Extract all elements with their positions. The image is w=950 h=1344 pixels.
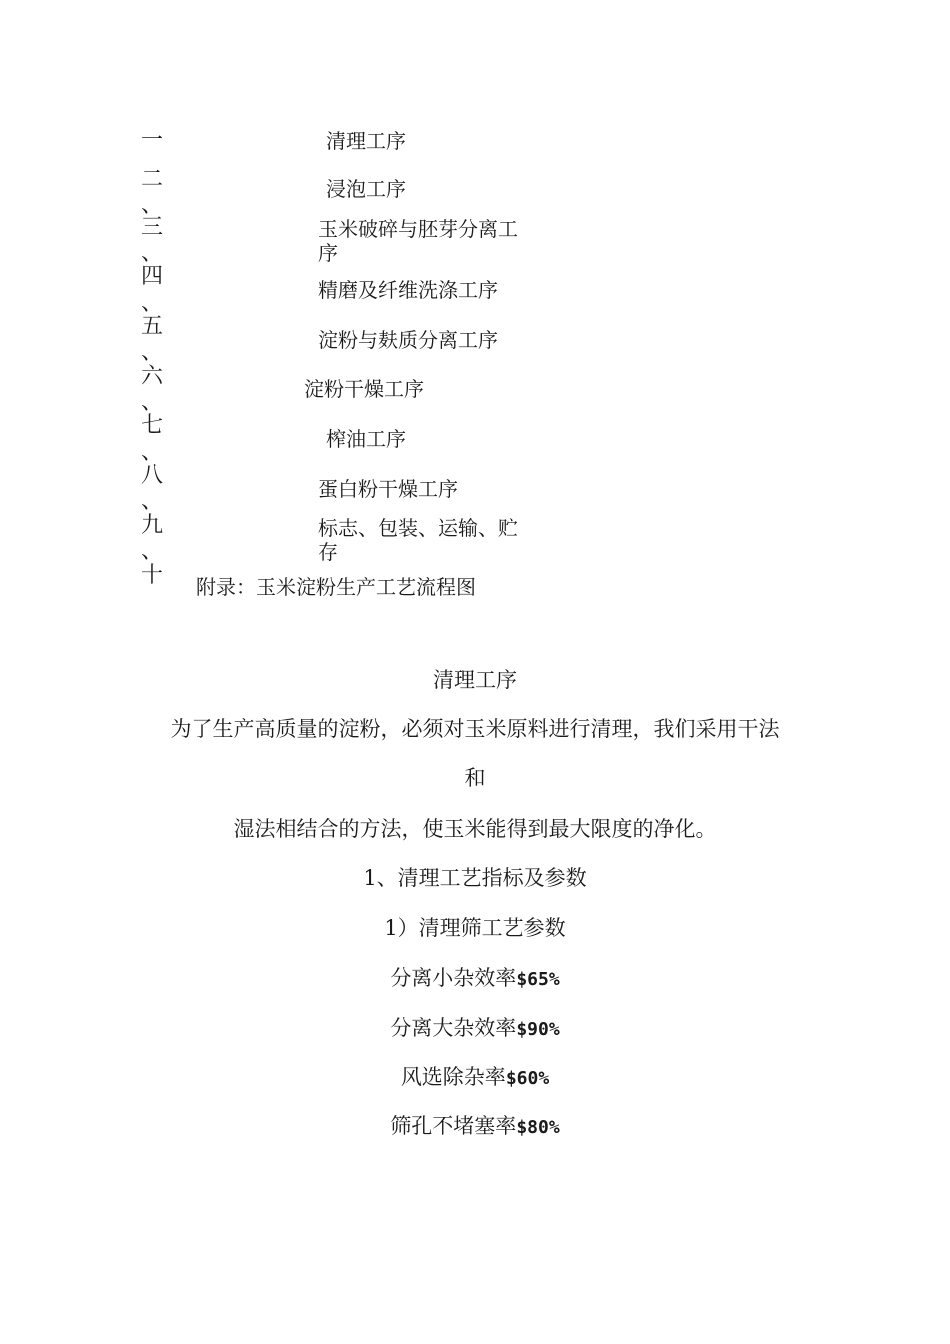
toc-number: 二 [141, 167, 164, 192]
param-line [0, 1015, 950, 1043]
toc-item-steeping: 浸泡工序 [326, 177, 406, 201]
toc-number: 九 [141, 513, 164, 538]
toc-separator: 、 [141, 291, 164, 316]
param-label: 风选除杂率 [400, 1065, 506, 1089]
param-value: $60% [505, 1068, 550, 1089]
toc-separator: 、 [141, 489, 164, 514]
param-value: $90% [516, 1019, 560, 1040]
toc-number: 十 [141, 563, 164, 588]
subheading: 1、清理工艺指标及参数 [363, 866, 587, 890]
param-label: 分离小杂效率 [390, 966, 517, 990]
param-line [0, 1064, 950, 1092]
toc-number: 四 [141, 264, 164, 289]
toc-number: 三 [141, 215, 164, 240]
toc-separator: 、 [141, 390, 164, 415]
param-value: $65% [516, 969, 560, 990]
param-value: $80% [516, 1117, 560, 1138]
intro-line-3: 湿法相结合的方法，使玉米能得到最大限度的净化。 [233, 817, 717, 841]
toc-separator: 、 [141, 440, 164, 465]
toc-item-degermination: 玉米破碎与胚芽分离工 [318, 217, 518, 241]
toc-item-packaging: 标志、包装、运输、贮 [318, 516, 518, 540]
toc-separator: 、 [141, 193, 164, 218]
param-label: 分离大杂效率 [390, 1016, 517, 1040]
intro-line-2: 和 [464, 766, 486, 790]
toc-item-starch-gluten-separation: 淀粉与麸质分离工序 [318, 328, 498, 352]
toc-item-cleaning: 清理工序 [326, 129, 406, 153]
toc-appendix: 附录：玉米淀粉生产工艺流程图 [196, 575, 476, 599]
toc-item-packaging-cont: 存 [318, 540, 338, 564]
toc-separator: 、 [141, 241, 164, 266]
toc-number: 七 [141, 413, 164, 438]
subsubheading: 1）清理筛工艺参数 [384, 916, 566, 940]
toc-item-oil-pressing: 榨油工序 [326, 427, 406, 451]
toc-item-protein-drying: 蛋白粉干燥工序 [318, 477, 458, 501]
param-label: 筛孔不堵塞率 [390, 1114, 517, 1138]
toc-number: 八 [141, 463, 164, 488]
toc-separator: 、 [141, 539, 164, 564]
toc-number: 六 [141, 364, 164, 389]
toc-separator: 、 [141, 340, 164, 365]
toc-number: 五 [141, 314, 164, 339]
toc-item-fine-grinding: 精磨及纤维洗涤工序 [318, 278, 498, 302]
toc-item-starch-drying: 淀粉干燥工序 [304, 377, 424, 401]
param-line [0, 1113, 950, 1141]
toc-item-degermination-cont: 序 [318, 241, 338, 265]
param-line [0, 965, 950, 993]
intro-line-1: 为了生产高质量的淀粉，必须对玉米原料进行清理，我们采用干法 [170, 717, 780, 741]
section-title: 清理工序 [433, 668, 517, 692]
toc-number: 一 [141, 128, 164, 153]
